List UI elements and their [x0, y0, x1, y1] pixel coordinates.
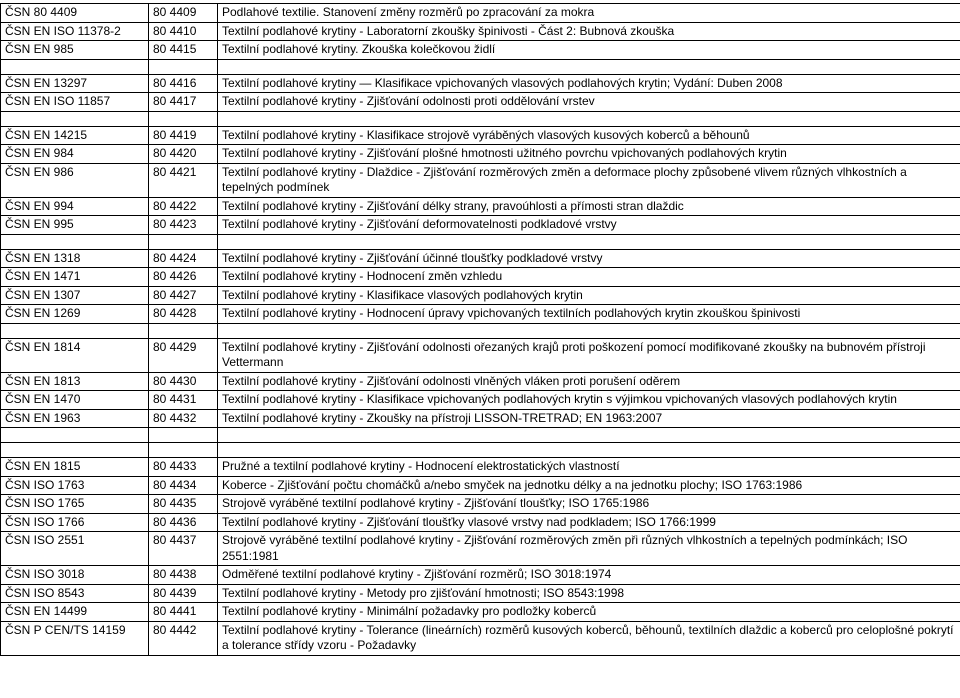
classification-number-cell: 80 4424 [149, 249, 218, 268]
standard-code-cell: ČSN EN 14499 [1, 603, 149, 622]
table-row [1, 458, 960, 477]
empty-cell [149, 443, 218, 458]
standards-table-body [1, 4, 960, 656]
standard-title-cell: Textilní podlahové krytiny - Tolerance (lineárních) rozměrů kusových koberců, běhounů, textilních dlaždic a koberců pro celoplošné pokrytí a tolerance střídy vzoru - Požadavky [218, 621, 960, 655]
standard-code-cell: ČSN EN 1815 [1, 458, 149, 477]
empty-cell [1, 428, 149, 443]
standard-code-cell: ČSN ISO 2551 [1, 532, 149, 566]
standard-title-cell: Strojově vyráběné textilní podlahové krytiny - Zjišťování rozměrových změn při různých vlhkostních a tepelných podmínkách; ISO 2551:1981 [218, 532, 960, 566]
classification-number-cell: 80 4420 [149, 145, 218, 164]
classification-number-cell: 80 4430 [149, 372, 218, 391]
table-row [1, 338, 960, 372]
standard-code-cell: ČSN EN 1813 [1, 372, 149, 391]
standard-code-cell: ČSN EN 994 [1, 197, 149, 216]
standard-code-cell: ČSN EN 1470 [1, 391, 149, 410]
standard-code-cell: ČSN EN 13297 [1, 74, 149, 93]
classification-number-cell: 80 4419 [149, 126, 218, 145]
empty-cell [149, 234, 218, 249]
standard-code-cell: ČSN ISO 3018 [1, 566, 149, 585]
table-spacer-row [1, 443, 960, 458]
standard-title-cell: Textilní podlahové krytiny - Zjišťování tloušťky vlasové vrstvy nad podkladem; ISO 1766:1999 [218, 513, 960, 532]
empty-cell [149, 323, 218, 338]
standard-title-cell: Textilní podlahové krytiny - Hodnocení změn vzhledu [218, 268, 960, 287]
standard-code-cell: ČSN EN ISO 11378-2 [1, 22, 149, 41]
empty-cell [218, 428, 960, 443]
standard-title-cell: Textilní podlahové krytiny - Zkoušky na přístroji LISSON-TRETRAD; EN 1963:2007 [218, 409, 960, 428]
classification-number-cell: 80 4434 [149, 476, 218, 495]
standard-title-cell: Pružné a textilní podlahové krytiny - Hodnocení elektrostatických vlastností [218, 458, 960, 477]
classification-number-cell: 80 4441 [149, 603, 218, 622]
table-row [1, 22, 960, 41]
standard-code-cell: ČSN EN 995 [1, 216, 149, 235]
standard-title-cell: Koberce - Zjišťování počtu chomáčků a/nebo smyček na jednotku délky a na jednotku plochy; ISO 1763:1986 [218, 476, 960, 495]
classification-number-cell: 80 4435 [149, 495, 218, 514]
empty-cell [149, 111, 218, 126]
classification-number-cell: 80 4437 [149, 532, 218, 566]
table-row [1, 145, 960, 164]
empty-cell [1, 443, 149, 458]
empty-cell [1, 234, 149, 249]
empty-cell [218, 111, 960, 126]
classification-number-cell: 80 4422 [149, 197, 218, 216]
classification-number-cell: 80 4417 [149, 93, 218, 112]
empty-cell [218, 443, 960, 458]
table-row [1, 268, 960, 287]
table-spacer-row [1, 59, 960, 74]
table-spacer-row [1, 323, 960, 338]
standard-title-cell: Textilní podlahové krytiny - Zjišťování deformovatelnosti podkladové vrstvy [218, 216, 960, 235]
table-row [1, 286, 960, 305]
standard-code-cell: ČSN P CEN/TS 14159 [1, 621, 149, 655]
table-row [1, 372, 960, 391]
table-row [1, 4, 960, 23]
classification-number-cell: 80 4438 [149, 566, 218, 585]
table-row [1, 566, 960, 585]
standard-code-cell: ČSN 80 4409 [1, 4, 149, 23]
table-row [1, 409, 960, 428]
standard-title-cell: Textilní podlahové krytiny - Metody pro zjišťování hmotnosti; ISO 8543:1998 [218, 584, 960, 603]
standard-title-cell: Textilní podlahové krytiny - Klasifikace vlasových podlahových krytin [218, 286, 960, 305]
standard-title-cell: Textilní podlahové krytiny - Zjišťování odolnosti vlněných vláken proti porušení oděrem [218, 372, 960, 391]
table-row [1, 126, 960, 145]
standard-code-cell: ČSN ISO 8543 [1, 584, 149, 603]
standard-code-cell: ČSN ISO 1765 [1, 495, 149, 514]
standard-title-cell: Textilní podlahové krytiny — Klasifikace vpichovaných vlasových podlahových krytin; Vydání: Duben 2008 [218, 74, 960, 93]
standard-code-cell: ČSN EN 986 [1, 163, 149, 197]
standard-code-cell: ČSN EN ISO 11857 [1, 93, 149, 112]
classification-number-cell: 80 4432 [149, 409, 218, 428]
standard-title-cell: Textilní podlahové krytiny - Zjišťování odolnosti proti oddělování vrstev [218, 93, 960, 112]
table-spacer-row [1, 111, 960, 126]
empty-cell [218, 59, 960, 74]
standard-title-cell: Textilní podlahové krytiny - Zjišťování délky strany, pravoúhlosti a přímosti stran dlaždic [218, 197, 960, 216]
table-row [1, 476, 960, 495]
table-row [1, 41, 960, 60]
classification-number-cell: 80 4427 [149, 286, 218, 305]
standard-title-cell: Textilní podlahové krytiny - Zjišťování plošné hmotnosti užitného povrchu vpichovaných podlahových krytin [218, 145, 960, 164]
table-row [1, 621, 960, 655]
classification-number-cell: 80 4415 [149, 41, 218, 60]
classification-number-cell: 80 4409 [149, 4, 218, 23]
standard-title-cell: Textilní podlahové krytiny - Klasifikace strojově vyráběných vlasových kusových koberců a běhounů [218, 126, 960, 145]
standard-title-cell: Textilní podlahové krytiny - Zjišťování účinné tloušťky podkladové vrstvy [218, 249, 960, 268]
classification-number-cell: 80 4436 [149, 513, 218, 532]
empty-cell [149, 59, 218, 74]
table-row [1, 163, 960, 197]
classification-number-cell: 80 4410 [149, 22, 218, 41]
classification-number-cell: 80 4429 [149, 338, 218, 372]
classification-number-cell: 80 4428 [149, 305, 218, 324]
table-row [1, 391, 960, 410]
table-row [1, 305, 960, 324]
empty-cell [218, 323, 960, 338]
standard-code-cell: ČSN EN 1471 [1, 268, 149, 287]
standards-table [0, 3, 960, 656]
empty-cell [1, 323, 149, 338]
table-row [1, 93, 960, 112]
table-row [1, 513, 960, 532]
classification-number-cell: 80 4439 [149, 584, 218, 603]
standard-code-cell: ČSN EN 1269 [1, 305, 149, 324]
classification-number-cell: 80 4431 [149, 391, 218, 410]
table-row [1, 216, 960, 235]
table-spacer-row [1, 234, 960, 249]
standard-title-cell: Textilní podlahové krytiny. Zkouška kolečkovou židlí [218, 41, 960, 60]
empty-cell [1, 59, 149, 74]
standard-title-cell: Textilní podlahové krytiny - Laboratorní zkoušky špinivosti - Část 2: Bubnová zkouška [218, 22, 960, 41]
classification-number-cell: 80 4416 [149, 74, 218, 93]
standard-code-cell: ČSN EN 14215 [1, 126, 149, 145]
classification-number-cell: 80 4421 [149, 163, 218, 197]
classification-number-cell: 80 4426 [149, 268, 218, 287]
classification-number-cell: 80 4433 [149, 458, 218, 477]
standard-code-cell: ČSN EN 1814 [1, 338, 149, 372]
table-spacer-row [1, 428, 960, 443]
standard-code-cell: ČSN ISO 1763 [1, 476, 149, 495]
table-row [1, 74, 960, 93]
table-row [1, 584, 960, 603]
classification-number-cell: 80 4442 [149, 621, 218, 655]
standard-title-cell: Odměřené textilní podlahové krytiny - Zjišťování rozměrů; ISO 3018:1974 [218, 566, 960, 585]
standard-code-cell: ČSN EN 984 [1, 145, 149, 164]
standard-title-cell: Textilní podlahové krytiny - Dlaždice - Zjišťování rozměrových změn a deformace plochy způsobené vlivem různých vlhkostních a tepelných podmínek [218, 163, 960, 197]
standard-title-cell: Textilní podlahové krytiny - Minimální požadavky pro podložky koberců [218, 603, 960, 622]
standard-code-cell: ČSN EN 1963 [1, 409, 149, 428]
table-row [1, 495, 960, 514]
table-row [1, 603, 960, 622]
standard-title-cell: Textilní podlahové krytiny - Hodnocení úpravy vpichovaných textilních podlahových krytin zkouškou špinivosti [218, 305, 960, 324]
standard-title-cell: Textilní podlahové krytiny - Klasifikace vpichovaných podlahových krytin s výjimkou vpichovaných vlasových podlahových krytin [218, 391, 960, 410]
empty-cell [149, 428, 218, 443]
standard-code-cell: ČSN EN 1307 [1, 286, 149, 305]
standard-title-cell: Strojově vyráběné textilní podlahové krytiny - Zjišťování tloušťky; ISO 1765:1986 [218, 495, 960, 514]
table-row [1, 197, 960, 216]
standard-code-cell: ČSN EN 1318 [1, 249, 149, 268]
standard-title-cell: Podlahové textilie. Stanovení změny rozměrů po zpracování za mokra [218, 4, 960, 23]
table-row [1, 532, 960, 566]
standard-code-cell: ČSN ISO 1766 [1, 513, 149, 532]
empty-cell [1, 111, 149, 126]
standard-title-cell: Textilní podlahové krytiny - Zjišťování odolnosti ořezaných krajů proti poškození pomocí modifikované zkoušky na bubnovém přístroji Vettermann [218, 338, 960, 372]
empty-cell [218, 234, 960, 249]
table-row [1, 249, 960, 268]
classification-number-cell: 80 4423 [149, 216, 218, 235]
standard-code-cell: ČSN EN 985 [1, 41, 149, 60]
